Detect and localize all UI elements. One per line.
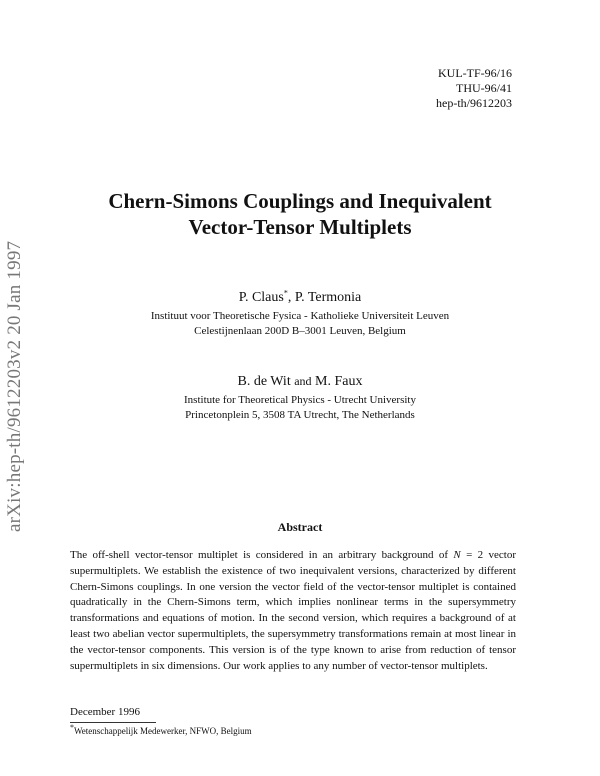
- preprint-numbers: [436, 66, 512, 111]
- institute-address: Princetonplein 5, 3508 TA Utrecht, The Netherlands: [185, 409, 415, 421]
- paper-title: [60, 188, 540, 240]
- author-line-1: [60, 290, 540, 306]
- title-line: Vector-Tensor Multiplets: [188, 215, 412, 239]
- footnote-rule: [70, 722, 156, 723]
- publication-date: December 1996: [70, 706, 140, 718]
- author-separator: ,: [287, 290, 295, 305]
- author-name: M. Faux: [315, 374, 363, 389]
- math-equation: = 2: [460, 549, 484, 561]
- abstract-heading: Abstract: [277, 520, 323, 534]
- arxiv-identifier-stamp: arXiv:hep-th/9612203v2 20 Jan 1997: [4, 240, 25, 532]
- footnote: [70, 723, 252, 736]
- author-name: P. Termonia: [294, 290, 362, 305]
- author-conjunction: and: [294, 374, 312, 388]
- footnote-marker: *: [283, 288, 288, 298]
- math-symbol: N: [453, 549, 461, 561]
- institute-name: Instituut voor Theoretische Fysica - Katholieke Universiteit Leuven: [150, 310, 450, 322]
- preprint-number: hep-th/9612203: [436, 96, 512, 110]
- abstract-text: vector supermultiplets. We establish the existence of two inequivalent versions, characterized by different Chern-Simons couplings. In one version the vector field of the vector-tensor multiplet is contained quadratically in the Chern-Simons term, which implies nonlinear terms in the supersymmetry transformations and equations of motion. In the second version, which requires a background of at least two abelian vector supermultiplets, the supersymmetry transformations remain at most linear in the vector-tensor components. This version is of the type known to arise from reduction of tensor supermultiplets in six dimensions. Our work applies to any number of vector-tensor multiplets.: [70, 549, 516, 672]
- title-line: Chern-Simons Couplings and Inequivalent: [108, 189, 492, 213]
- affiliation-2: [60, 393, 540, 423]
- footnote-marker: *: [70, 723, 74, 732]
- author-line-2: [60, 374, 540, 390]
- author-name: P. Claus: [238, 290, 284, 305]
- preprint-number: THU-96/41: [456, 81, 512, 95]
- institute-address: Celestijnenlaan 200D B–3001 Leuven, Belgium: [194, 325, 406, 337]
- abstract-body: [70, 548, 516, 674]
- institute-name: Institute for Theoretical Physics - Utrecht University: [184, 394, 416, 406]
- author-name: B. de Wit: [237, 374, 291, 389]
- abstract-text: The off-shell vector-tensor multiplet is considered in an arbitrary background of: [70, 549, 454, 561]
- footnote-text: Wetenschappelijk Medewerker, NFWO, Belgium: [74, 726, 252, 736]
- preprint-number: KUL-TF-96/16: [438, 66, 512, 80]
- affiliation-1: [60, 309, 540, 339]
